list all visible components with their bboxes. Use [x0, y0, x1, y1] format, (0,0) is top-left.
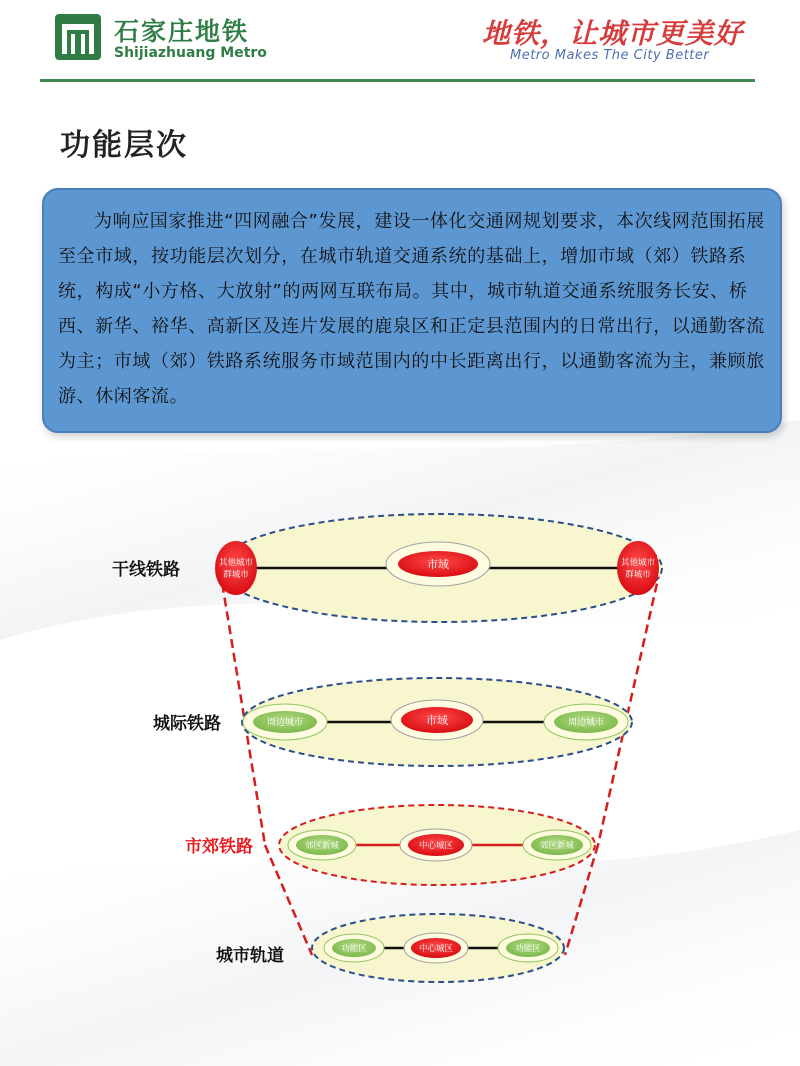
- node-center-label: 中心城区: [418, 944, 454, 954]
- node-center-label: 市域: [427, 558, 449, 571]
- tier-label: 城市轨道: [216, 946, 284, 966]
- node-left-label-2: 群城市: [223, 570, 249, 580]
- node-right: [617, 541, 659, 595]
- tier-suburban-rail: [185, 805, 595, 885]
- node-right-label: 周边城市: [567, 718, 605, 728]
- brand-name-cn: 石家庄地铁: [114, 17, 250, 46]
- slogan-cn: 地铁，让城市更美好: [482, 17, 744, 50]
- node-right-label-2: 群城市: [625, 570, 651, 580]
- tier-label-highlight: 市郊铁路: [185, 837, 253, 857]
- page-title: 功能层次: [60, 128, 188, 163]
- node-right-label: 郊区新城: [539, 841, 575, 851]
- tier-urban-rail: [216, 914, 564, 982]
- node-center-label: 中心城区: [418, 841, 454, 851]
- intro-paragraph: 为响应国家推进“四网融合”发展，建设一体化交通网规划要求，本次线网范围拓展至全市域，按功能层次划分，在城市轨道交通系统的基础上，增加市域（郊）铁路系统，构成“小方格、大放射”的两网互联布局。其中，城市轨道交通系统服务长安、桥西、新华、裕华、高新区及连片发展的鹿泉区和正定县范围内的日常出行，以通勤客流为主；市域（郊）铁路系统服务市域范围内的中长距离出行，以通勤客流为主，兼顾旅游、休闲客流。: [58, 211, 765, 407]
- node-center-label: 市域: [426, 714, 448, 727]
- brand-name-en: Shijiazhuang Metro: [114, 45, 267, 61]
- tier-label: 干线铁路: [112, 560, 180, 580]
- tier-intercity-rail: [153, 678, 632, 766]
- node-left-label: 郊区新城: [304, 841, 340, 851]
- node-right-label: 功能区: [515, 944, 541, 954]
- node-left: [215, 541, 257, 595]
- tier-mainline-rail: [112, 514, 662, 622]
- slogan-en: Metro Makes The City Better: [510, 48, 710, 63]
- tier-label: 城际铁路: [153, 714, 221, 734]
- node-left-label: 功能区: [341, 944, 367, 954]
- node-left-label-1: 其他城市: [218, 558, 254, 568]
- node-left-label: 周边城市: [266, 718, 304, 728]
- node-right-label-1: 其他城市: [620, 558, 656, 568]
